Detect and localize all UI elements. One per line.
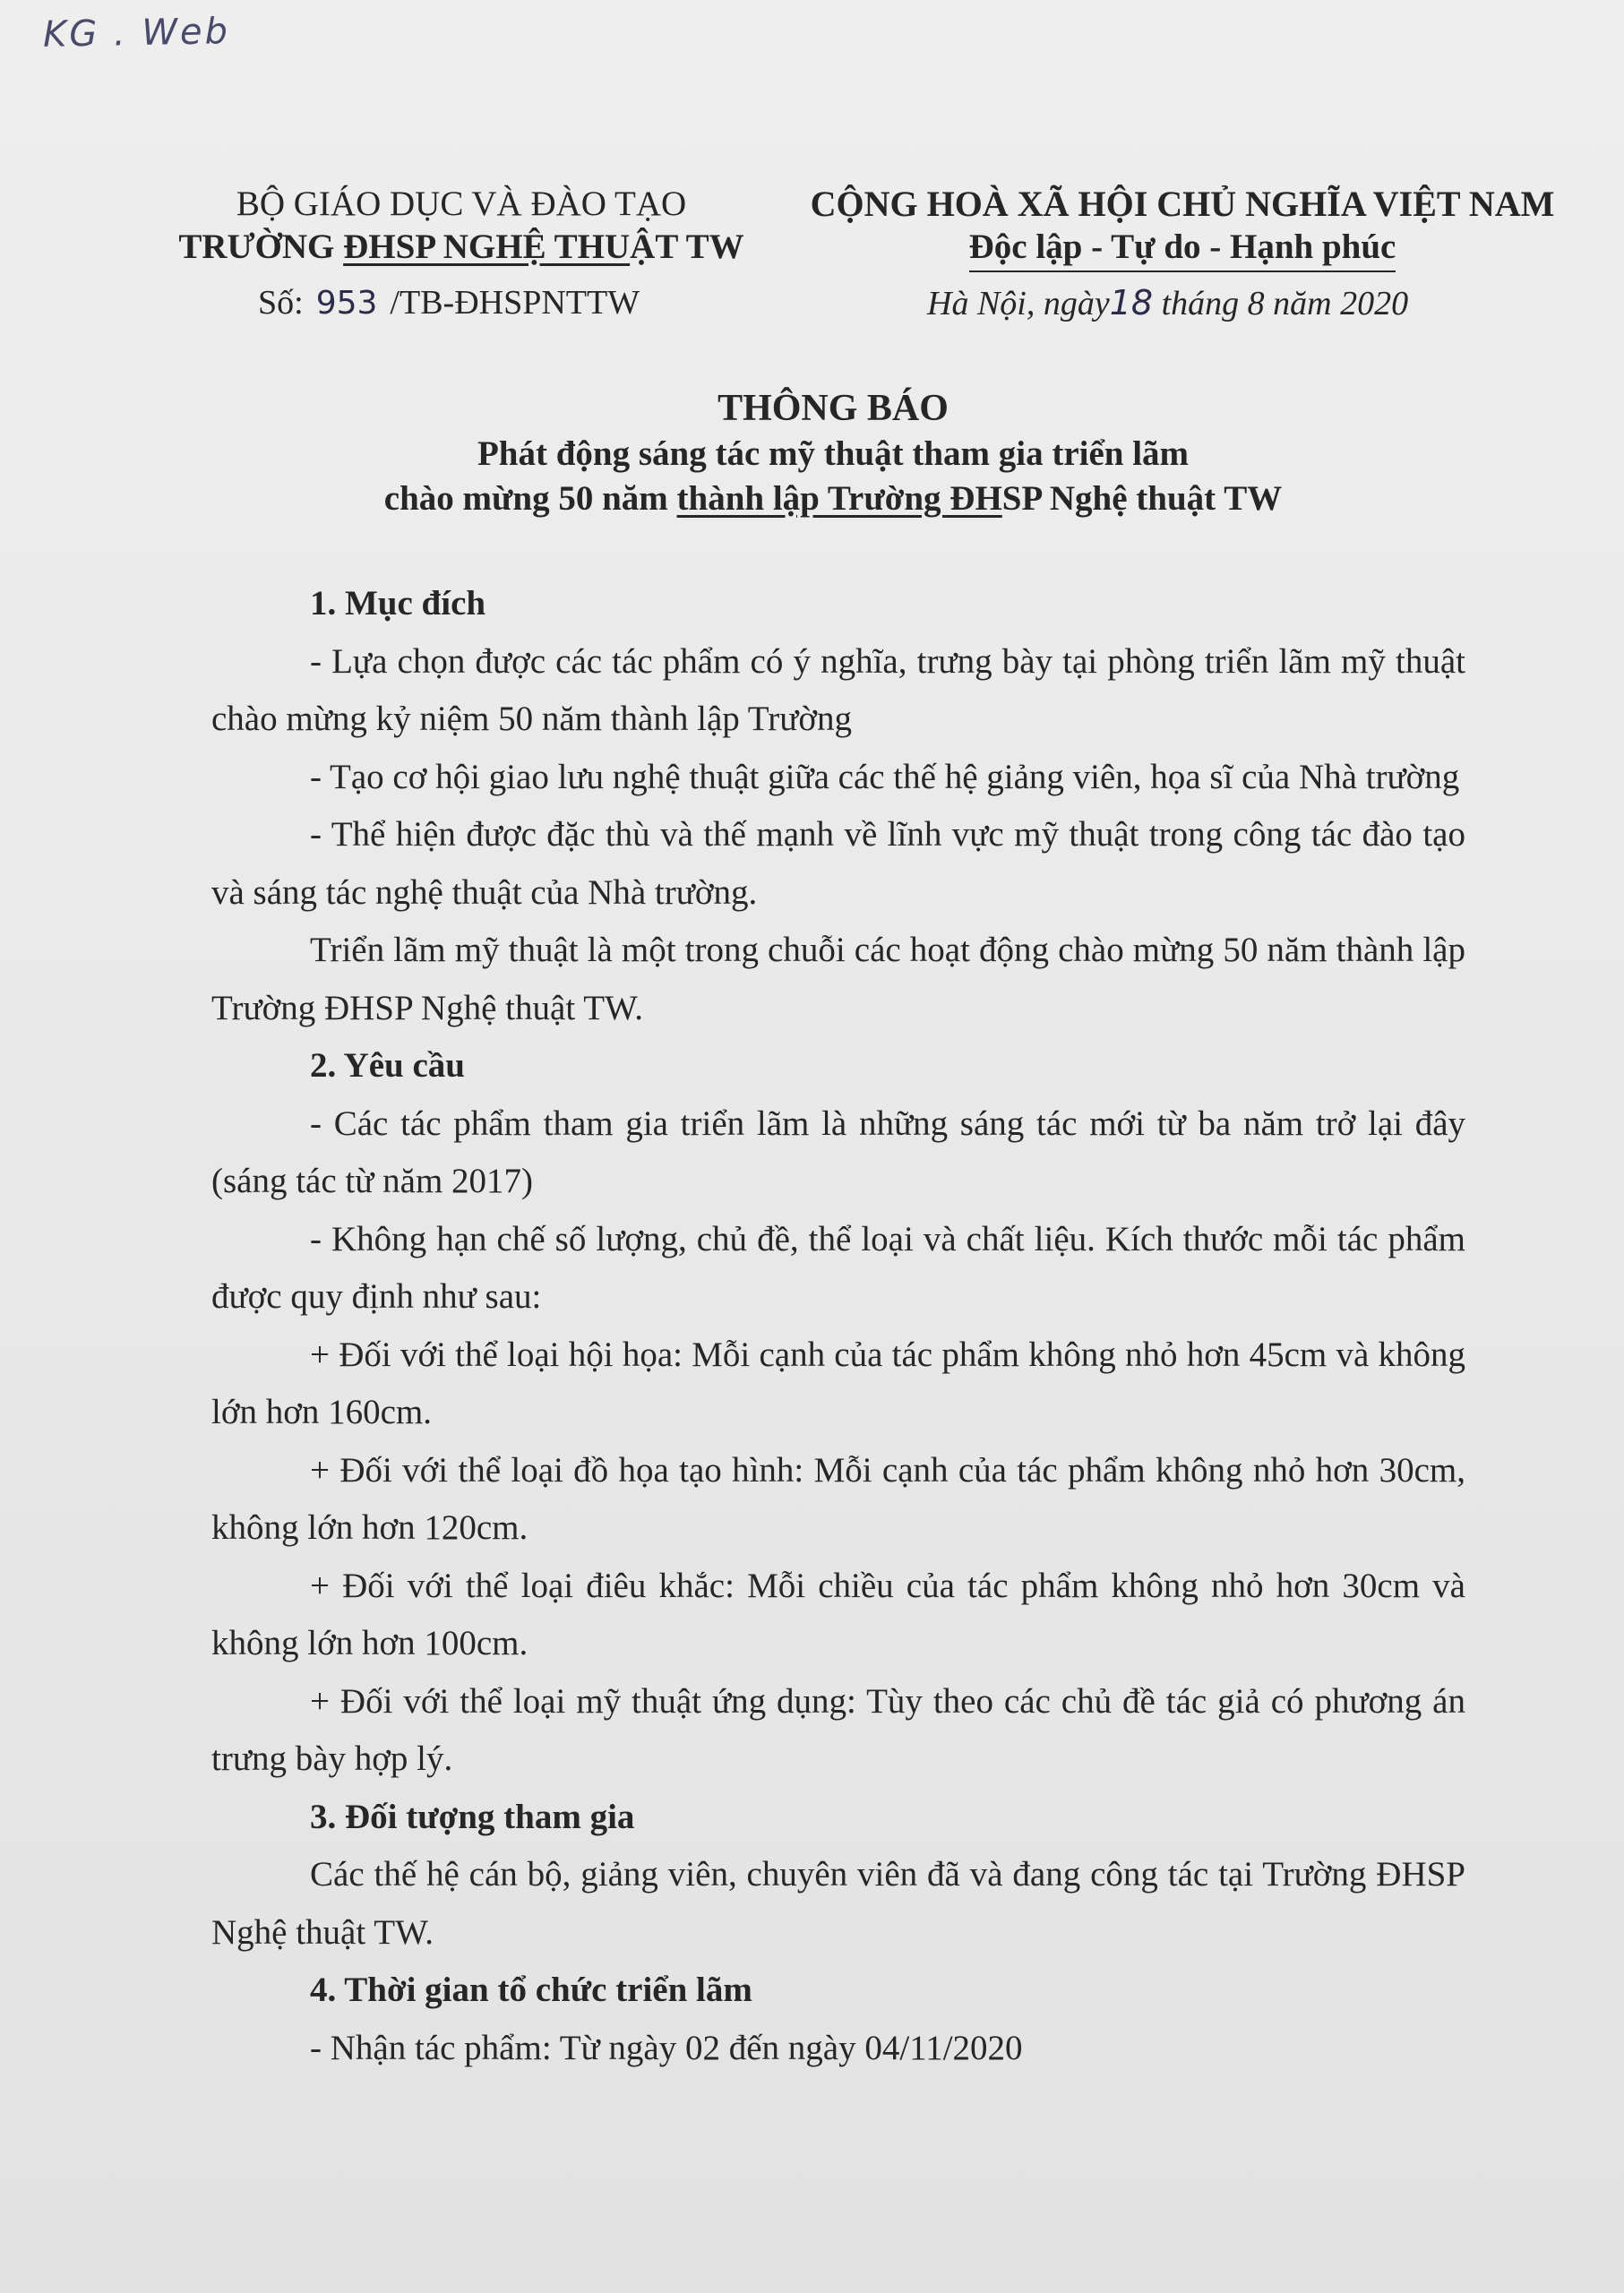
section-heading: 2. Yêu cầu (310, 1046, 465, 1085)
body-paragraph: + Đối với thể loại mỹ thuật ứng dụng: Tùy theo các chủ đề tác giả có phương án trưng bày hợp lý. (211, 1681, 1465, 1778)
nation-name: CỘNG HOÀ XÃ HỘI CHỦ NGHĨA VIỆT NAM (810, 184, 1555, 224)
body-paragraph: - Không hạn chế số lượng, chủ đề, thể loại và chất liệu. Kích thước mỗi tác phẩm được quy định như sau: (211, 1219, 1465, 1316)
ministry-name: BỘ GIÁO DỤC VÀ ĐÀO TẠO (236, 185, 687, 223)
body-paragraph: - Các tác phẩm tham gia triển lãm là những sáng tác mới từ ba năm trở lại đây (sáng tác từ năm 2017) (211, 1104, 1465, 1200)
body-paragraph: - Thể hiện được đặc thù và thế mạnh về lĩnh vực mỹ thuật trong công tác đào tạo và sáng tác nghệ thuật của Nhà trường. (211, 815, 1465, 912)
handwritten-note: KG . Web (42, 11, 231, 56)
body-paragraph: + Đối với thể loại điêu khắc: Mỗi chiều của tác phẩm không nhỏ hơn 30cm và không lớn hơn 100cm. (211, 1566, 1465, 1662)
place-date: Hà Nội, ngày18 tháng 8 năm 2020 (927, 283, 1409, 322)
national-header (788, 183, 1577, 272)
title-line-2: chào mừng 50 năm thành lập Trường ĐHSP Nghệ thuật TW (383, 479, 1283, 518)
issuer-header (157, 183, 766, 269)
section-heading: 1. Mục đích (310, 584, 486, 623)
body-paragraph: + Đối với thể loại hội họa: Mỗi cạnh của tác phẩm không nhỏ hơn 45cm và không lớn hơn 160cm. (211, 1335, 1465, 1431)
title-heading: THÔNG BÁO (717, 388, 949, 429)
body-paragraph: - Lựa chọn được các tác phẩm có ý nghĩa, trưng bày tại phòng triển lãm mỹ thuật chào mừng kỷ niệm 50 năm thành lập Trường (211, 641, 1465, 738)
title-line-1: Phát động sáng tác mỹ thuật tham gia triển lãm (477, 434, 1190, 473)
section-heading: 3. Đối tượng tham gia (310, 1797, 635, 1836)
body-paragraph: - Tạo cơ hội giao lưu nghệ thuật giữa các thế hệ giảng viên, họa sĩ của Nhà trường (310, 757, 1460, 796)
handwritten-day: 18 (1109, 283, 1154, 322)
school-name: TRƯỜNG ĐHSP NGHỆ THUẬT TW (178, 228, 744, 266)
body-paragraph: Triển lãm mỹ thuật là một trong chuỗi các hoạt động chào mừng 50 năm thành lập Trường ĐHSP Nghệ thuật TW. (211, 931, 1465, 1027)
handwritten-doc-number: 953 (315, 285, 378, 322)
document-title (215, 385, 1451, 521)
body-paragraph: Các thế hệ cán bộ, giảng viên, chuyên viên đã và đang công tác tại Trường ĐHSP Nghệ thuật TW. (211, 1855, 1465, 1952)
national-motto: Độc lập - Tự do - Hạnh phúc (969, 226, 1396, 272)
body-paragraph: + Đối với thể loại đồ họa tạo hình: Mỗi cạnh của tác phẩm không nhỏ hơn 30cm, không lớn hơn 120cm. (211, 1450, 1465, 1547)
body-paragraph: - Nhận tác phẩm: Từ ngày 02 đến ngày 04/11/2020 (310, 2028, 1023, 2067)
document-body (211, 575, 1465, 2077)
section-heading: 4. Thời gian tổ chức triển lãm (310, 1971, 752, 2009)
document-number: Số: 953 /TB-ĐHSPNTTW (258, 284, 640, 322)
